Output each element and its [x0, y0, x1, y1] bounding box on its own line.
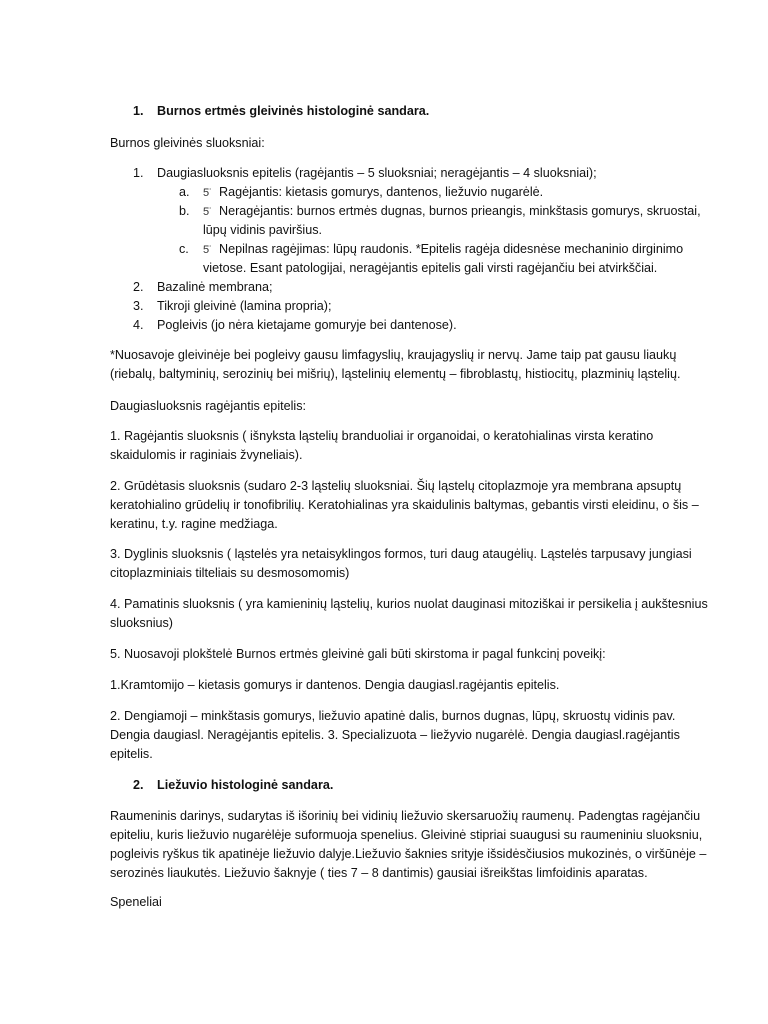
sublist-a-line-1: 5̈ Ragėjantis: kietasis gomurys, dantenos, liežuvio nugarėlė.	[203, 183, 543, 203]
sublist-c-line-1: 5̈ Nepilnas ragėjimas: lūpų raudonis. *Epitelis ragėja didesnėse mechaninio dirginimo	[203, 240, 683, 260]
paragraph-6-line-1: 1.Kramtomijo – kietasis gomurys ir dantenos. Dengia daugiasl.ragėjantis epitelis.	[110, 678, 560, 692]
tongue-line-1: Raumeninis darinys, sudarytas iš išorinių bei vidinių liežuvio skersaruožių raumenų. Padengtas ragėjančiu	[110, 809, 701, 823]
note-line-1: *Nuosavoje gleivinėje bei pogleivy gausu limfagyslių, kraujagyslių ir nervų. Jame taip pat gausu liaukų	[110, 348, 677, 362]
section-2-title: Liežuvio histologinė sandara.	[157, 778, 334, 792]
section-2-number: 2.	[133, 778, 144, 792]
layer-3-text: Tikroji gleivinė (lamina propria);	[157, 299, 332, 313]
bullet-glyph-icon: 5̈	[203, 206, 210, 218]
paragraph-5-line-1: 5. Nuosavoji plokštelė Burnos ertmės gleivinė gali būti skirstoma ir pagal funkcinį poveikį:	[110, 647, 606, 661]
bullet-glyph-icon: 5̈	[203, 187, 210, 199]
paragraph-3-line-2: citoplazminiais tilteliais su desmosomomis)	[110, 566, 350, 580]
bullet-glyph-icon: 5̈	[203, 244, 210, 256]
tongue-line-4: serozinės liaukutės. Liežuvio šaknyje ( ties 7 – 8 dantimis) gausiai išreikštas limfoidinis aparatas.	[110, 866, 648, 880]
intro-line: Burnos gleivinės sluoksniai:	[110, 136, 265, 150]
section-1-number: 1.	[133, 104, 144, 118]
paragraph-1-line-1: 1. Ragėjantis sluoksnis ( išnyksta ląstelių branduoliai ir organoidai, o keratohialinas virsta keratino	[110, 429, 654, 443]
tongue-line-3: pogleivis ryškus tik apatinėje liežuvio dalyje.Liežuvio šaknies srityje išsidėsčiusios mukozinės, o viršūnėje –	[110, 847, 707, 861]
sublist-a-letter: a.	[179, 185, 190, 199]
note-line-2: (riebalų, baltyminių, serozinių bei mišrių), ląstelinių elementų – fibroblastų, histiocitų, plazminių ląstelių.	[110, 367, 681, 381]
section-1-title: Burnos ertmės gleivinės histologinė sandara.	[157, 104, 430, 118]
layer-1-number: 1.	[133, 166, 144, 180]
paragraph-7-line-3: epitelis.	[110, 747, 153, 761]
layer-2-text: Bazalinė membrana;	[157, 280, 273, 294]
paragraph-2-line-1: 2. Grūdėtasis sluoksnis (sudaro 2-3 ląstelių sluoksniai. Šių ląstelų citoplazmoje yra membrana apsuptų	[110, 479, 682, 493]
speneliai-heading: Speneliai	[110, 895, 162, 909]
sublist-c-letter: c.	[179, 242, 189, 256]
paragraph-2-line-3: keratinu, t.y. ragine medžiaga.	[110, 517, 278, 531]
keratin-heading: Daugiasluoksnis ragėjantis epitelis:	[110, 399, 307, 413]
layer-4-text: Pogleivis (jo nėra kietajame gomuryje bei dantenose).	[157, 318, 457, 332]
paragraph-7-line-1: 2. Dengiamoji – minkštasis gomurys, liežuvio apatinė dalis, burnos dugnas, lūpų, skruostų vidinis pav.	[110, 709, 676, 723]
sublist-b-line-1: 5̈ Neragėjantis: burnos ertmės dugnas, burnos prieangis, minkštasis gomurys, skruostai,	[203, 202, 701, 222]
layer-2-number: 2.	[133, 280, 144, 294]
layer-1-text: Daugiasluoksnis epitelis (ragėjantis – 5 sluoksniai; neragėjantis – 4 sluoksniai);	[157, 166, 597, 180]
layer-3-number: 3.	[133, 299, 144, 313]
sublist-c-line-2: vietose. Esant patologijai, neragėjantis epitelis gali virsti ragėjančiu bei atvirkščiai.	[203, 261, 658, 275]
paragraph-4-line-1: 4. Pamatinis sluoksnis ( yra kamieninių ląstelių, kurios nuolat dauginasi mitoziškai ir persikelia į aukštesnius	[110, 597, 708, 611]
sublist-b-line-2: lūpų vidinis paviršius.	[203, 223, 322, 237]
paragraph-2-line-2: keratohialino grūdelių ir tonofibrilių. Keratohialinas yra skaidulinis baltymas, gebantis virsti eleidinu, o šis –	[110, 498, 699, 512]
layer-4-number: 4.	[133, 318, 144, 332]
paragraph-7-line-2: Dengia daugiasl. Neragėjantis epitelis. 3. Specializuota – liežyvio nugarėlė. Dengia daugiasl.ragėjantis	[110, 728, 680, 742]
sublist-b-letter: b.	[179, 204, 190, 218]
tongue-line-2: epiteliu, kuris liežuvio nugarėlėje suformuoja spenelius. Gleivinė stipriai suaugusi su raumeniniu sluoksniu,	[110, 828, 703, 842]
paragraph-1-line-2: skaidulomis ir raginiais žvyneliais).	[110, 448, 303, 462]
paragraph-3-line-1: 3. Dyglinis sluoksnis ( ląstelės yra netaisyklingos formos, turi daug ataugėlių. Ląstelės tarpusavy jungiasi	[110, 547, 692, 561]
paragraph-4-line-2: sluoksnius)	[110, 616, 173, 630]
